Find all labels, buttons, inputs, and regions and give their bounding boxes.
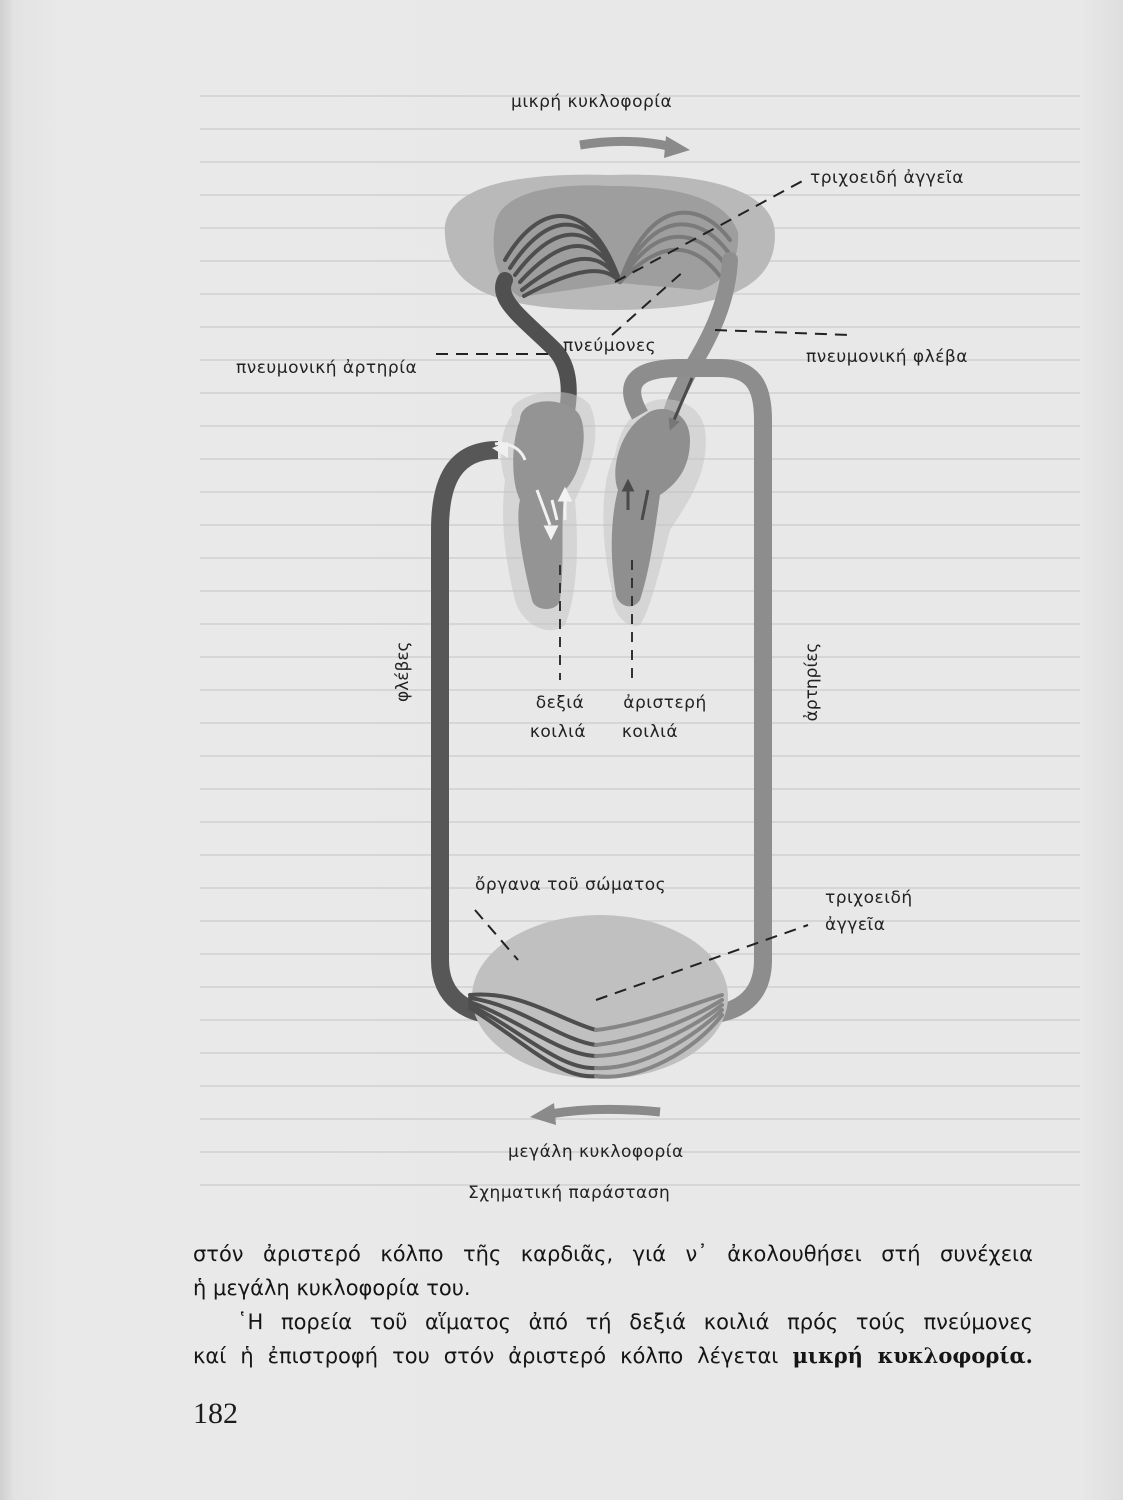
label-right-ventricle-line2: κοιλιά (529, 722, 587, 742)
label-body-capillaries-line2: ἀγγεῖα (825, 915, 886, 935)
label-small-circulation: μικρή κυκλοφορία (511, 92, 673, 112)
systemic-veins-vessel (440, 450, 500, 1015)
term-small-circulation: μικρή κυκλοφορία. (792, 1343, 1033, 1368)
label-right-ventricle-line1: δεξιά (535, 693, 585, 713)
right-heart-halo (501, 392, 595, 630)
label-large-circulation: μεγάλη κυκλοφορία (508, 1142, 684, 1162)
small-circulation-arrowhead (664, 136, 690, 158)
paragraph-1-line-1: στόν ἀριστερό κόλπο τῆς καρδιᾶς, γιά ν᾽ ἀκολουθήσει στή συνέχεια (193, 1242, 1033, 1266)
paragraph-1-line-2: ἡ μεγάλη κυκλοφορία του. (193, 1276, 471, 1300)
paragraph-2 (193, 1305, 1033, 1373)
paragraph-2-line-2-text: καί ἡ ἐπιστροφή του στόν ἀριστερό κόλπο λέγεται (193, 1344, 779, 1368)
label-lungs: πνεύμονες (563, 336, 657, 356)
paragraph-2-line-2 (193, 1339, 1033, 1373)
label-left-ventricle-line1: ἀριστερή (623, 693, 707, 713)
label-body-capillaries-line1: τριχοειδή (825, 888, 913, 908)
paragraph-1 (193, 1237, 1033, 1305)
figure-caption: Σχηματική παράσταση (468, 1183, 671, 1203)
label-pulmonary-vein: πνευμονική φλέβα (806, 347, 968, 367)
label-arteries: ἀρτηρίες (802, 642, 822, 722)
label-veins: φλέβες (393, 641, 413, 702)
label-body-organs: ὄργανα τοῦ σώματος (475, 875, 667, 895)
large-circulation-arrowhead (530, 1103, 556, 1125)
label-pulmonary-artery: πνευμονική ἀρτηρία (236, 358, 418, 378)
label-left-ventricle-line2: κοιλιά (621, 722, 679, 742)
page-number: 182 (193, 1397, 238, 1430)
large-circulation-arrow (550, 1109, 660, 1114)
small-circulation-arrow (580, 141, 668, 146)
paragraph-2-line-1: ῾Η πορεία τοῦ αἵματος ἀπό τή δεξιά κοιλιά πρός τούς πνεύμονες (237, 1310, 1033, 1334)
label-lung-capillaries: τριχοειδή ἀγγεῖα (810, 168, 964, 188)
